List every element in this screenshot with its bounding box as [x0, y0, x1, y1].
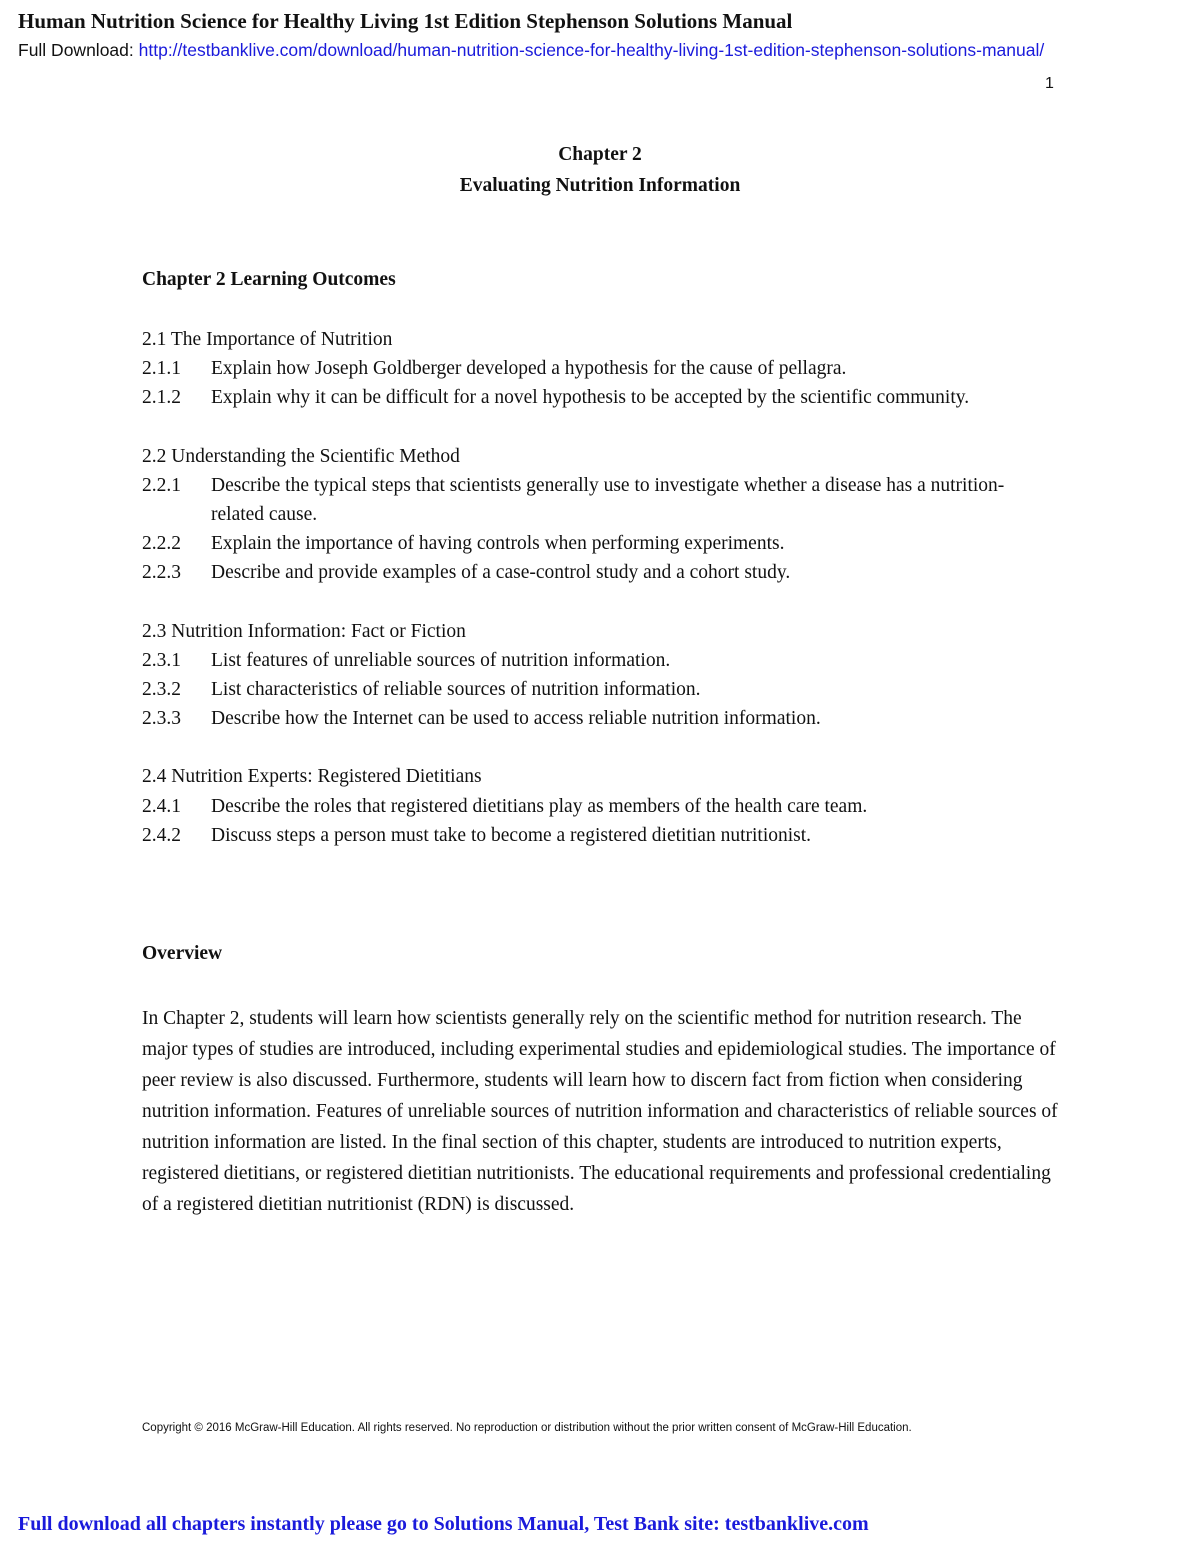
overview-heading: Overview — [142, 943, 223, 964]
outcome-number: 2.4.2 — [142, 824, 181, 846]
outcome-item — [142, 646, 1042, 675]
outcome-number: 2.2.3 — [142, 562, 181, 584]
outcome-item — [142, 558, 1042, 587]
outcome-group — [142, 617, 1042, 734]
copyright-notice: Copyright © 2016 McGraw-Hill Education. All rights reserved. No reproduction or distribution without the prior written consent of McGraw-Hill Education. — [142, 1422, 912, 1434]
page-number: 1 — [1045, 75, 1054, 92]
outcome-text: List features of unreliable sources of nutrition information. — [211, 649, 671, 671]
outcome-text: Describe and provide examples of a case-control study and a cohort study. — [211, 562, 791, 584]
document-header-title: Human Nutrition Science for Healthy Living 1st Edition Stephenson Solutions Manual — [18, 9, 793, 33]
outcome-group-title: 2.1 The Importance of Nutrition — [142, 329, 393, 350]
download-label: Full Download: — [18, 40, 139, 60]
outcome-group-title: 2.3 Nutrition Information: Fact or Fiction — [142, 620, 466, 642]
outcome-item — [142, 675, 1042, 704]
outcome-text: Explain the importance of having controls when performing experiments. — [211, 533, 785, 555]
download-link[interactable]: http://testbanklive.com/download/human-nutrition-science-for-healthy-living-1st-edition-stephenson-solutions-manual/ — [138, 40, 1045, 60]
outcome-number: 2.2.1 — [142, 474, 181, 496]
outcome-item — [142, 383, 1042, 412]
outcome-text: Describe the roles that registered dietitians play as members of the health care team. — [211, 795, 868, 817]
outcome-group-title: 2.2 Understanding the Scientific Method — [142, 445, 460, 467]
chapter-number: Chapter 2 — [558, 144, 642, 165]
outcome-item — [142, 821, 1042, 850]
outcome-text: Describe the typical steps that scientists generally use to investigate whether a disease has a nutrition-related cause. — [211, 474, 1005, 526]
overview-paragraph: In Chapter 2, students will learn how scientists generally rely on the scientific method for nutrition research. The major types of studies are introduced, including experimental studies and epidemiological studies. The importance of peer review is also discussed. Furthermore, students will learn how to discern fact from fiction when considering nutrition information. Features of unreliable sources of nutrition information and characteristics of reliable sources of nutrition information are listed. In the final section of this chapter, students are introduced to nutrition experts, registered dietitians, or registered dietitian nutritionists. The educational requirements and professional credentialing of a registered dietitian nutritionist (RDN) is discussed. — [142, 1008, 1058, 1215]
download-banner: Full download all chapters instantly please go to Solutions Manual, Test Bank site: testbanklive.com — [18, 1513, 869, 1535]
chapter-title: Evaluating Nutrition Information — [459, 175, 741, 196]
outcome-text: Explain why it can be difficult for a novel hypothesis to be accepted by the scientific community. — [211, 387, 970, 409]
outcome-number: 2.3.1 — [142, 649, 181, 671]
outcome-number: 2.3.2 — [142, 679, 181, 701]
outcome-item — [142, 354, 1042, 383]
outcome-item — [142, 704, 1042, 733]
outcome-number: 2.1.1 — [142, 358, 181, 380]
outcome-number: 2.4.1 — [142, 795, 181, 817]
learning-outcomes-list — [142, 325, 1042, 879]
outcome-text: Explain how Joseph Goldberger developed a hypothesis for the cause of pellagra. — [211, 358, 847, 380]
learning-outcomes-heading: Chapter 2 Learning Outcomes — [142, 269, 396, 290]
outcome-item — [142, 471, 1042, 529]
outcome-item — [142, 792, 1042, 821]
outcome-number: 2.2.2 — [142, 533, 181, 555]
outcome-group — [142, 442, 1042, 588]
outcome-item — [142, 529, 1042, 558]
outcome-text: Discuss steps a person must take to become a registered dietitian nutritionist. — [211, 824, 812, 846]
outcome-text: Describe how the Internet can be used to access reliable nutrition information. — [211, 708, 821, 730]
outcome-group-title: 2.4 Nutrition Experts: Registered Dietitians — [142, 766, 482, 788]
outcome-number: 2.1.2 — [142, 387, 181, 409]
outcome-group — [142, 762, 1042, 850]
outcome-group — [142, 325, 1042, 413]
outcome-number: 2.3.3 — [142, 708, 181, 730]
download-line — [18, 40, 1200, 61]
outcome-text: List characteristics of reliable sources of nutrition information. — [211, 679, 701, 701]
